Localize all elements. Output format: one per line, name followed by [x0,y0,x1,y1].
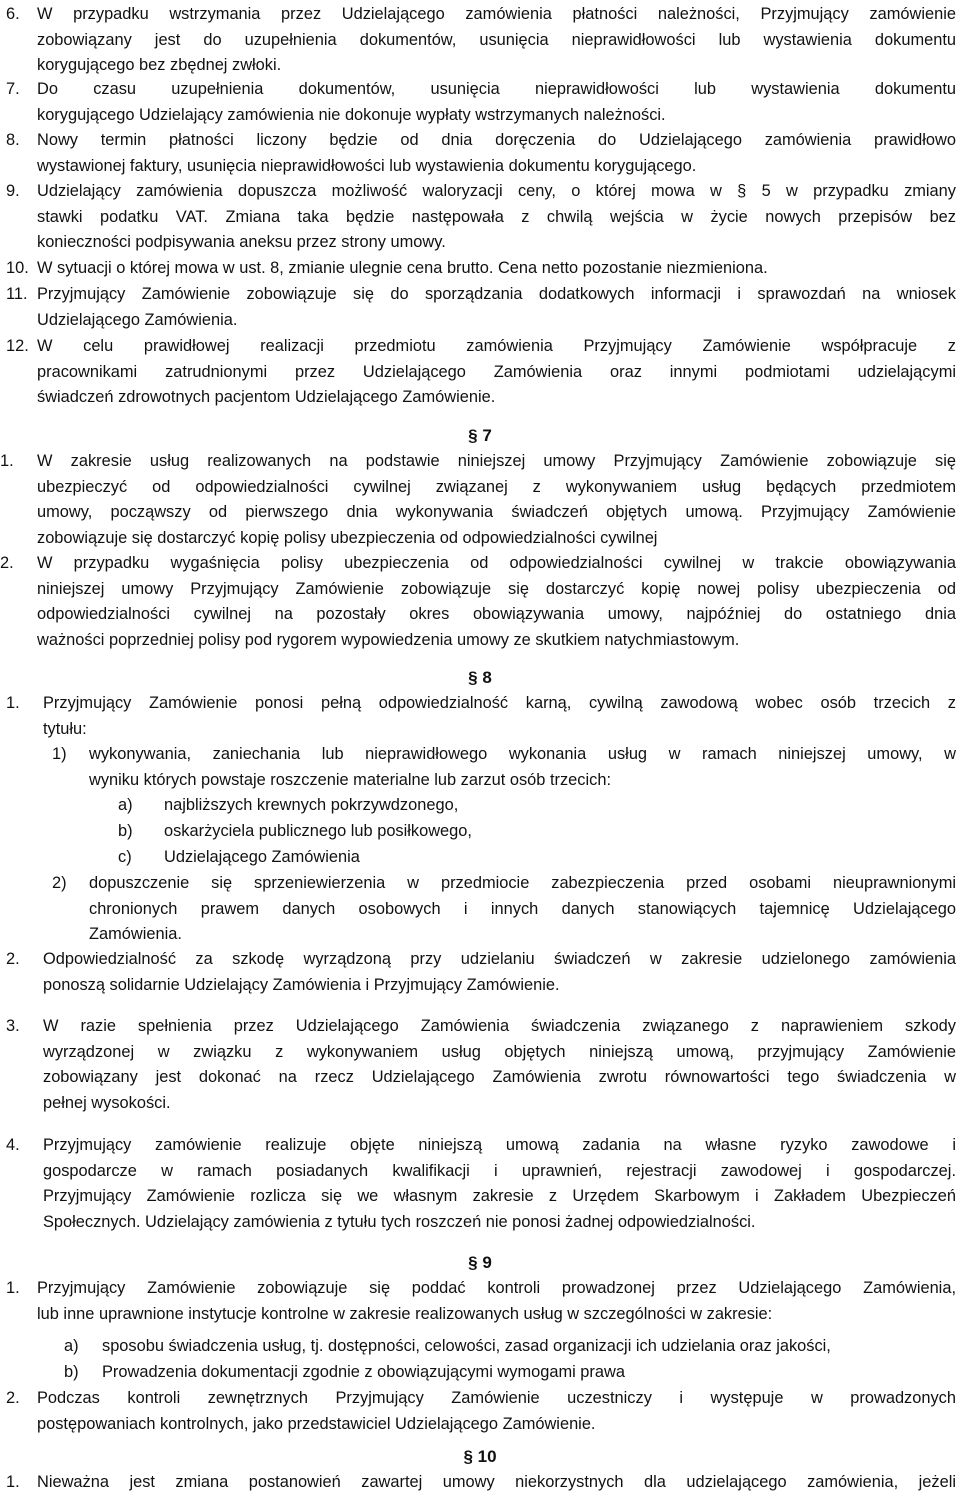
par8-letter-b [118,819,472,845]
text-line: pełnej wysokości. [43,1093,171,1112]
section-heading-9: § 9 [468,1253,492,1272]
text-line: oskarżyciela publicznego lub posiłkowego, [164,822,472,840]
text-line: W przypadku wygaśnięcia polisy ubezpieczenia od odpowiedzialności cywilnej w trakcie obowiązywania [37,554,956,572]
text-line: W sytuacji o której mowa w ust. 8, zmianie ulegnie cena brutto. Cena netto pozostanie niezmieniona. [37,259,768,277]
text-line: tytułu: [43,719,87,738]
list-item-7 [0,77,956,128]
text-line: Podczas kontroli zewnętrznych Przyjmujący Zamówienie uczestniczy i występuje w prowadzonych [37,1389,956,1407]
item-number: 2. [6,1389,20,1407]
text-line: zobowiązany jest do uzupełnienia dokumentów, usunięcia nieprawidłowości lub wystawienia dokumentu [37,30,956,49]
section-heading-10: § 10 [463,1447,497,1466]
item-number: 12. [6,337,29,355]
item-number: 7. [6,80,20,98]
letter-marker: a) [64,1337,79,1355]
item-number: 1. [6,1279,20,1297]
list-item-6 [0,2,956,79]
par8-item-1 [0,691,956,742]
point-number: 2) [52,874,67,892]
item-number: 11. [6,285,28,303]
text-line: wyrządzonej w związku z wykonywaniem usług objętych niniejszą umową, przyjmujący Zamówienie [43,1042,956,1061]
item-number: 8. [6,131,20,149]
text-line: Udzielający zamówienia dopuszcza możliwość waloryzacji ceny, o której mowa w § 5 w przypadku zmiany [37,182,956,200]
text-line: najbliższych krewnych pokrzywdzonego, [164,796,459,814]
text-line: Udzielającego Zamówienia. [37,310,238,329]
list-item-10 [0,256,956,282]
item-number: 1. [6,694,20,712]
text-line: ponoszą solidarnie Udzielający Zamówienia i Przyjmujący Zamówienie. [43,975,560,994]
text-line: Nieważna jest zmiana postanowień zawartej umowy niekorzystnych dla udzielającego zamówienia, jeżeli [37,1473,956,1491]
letter-marker: b) [64,1363,79,1381]
list-item-11 [0,282,956,333]
text-line: korygującego Udzielający zamówienia nie dokonuje wypłaty wstrzymanych należności. [37,105,666,124]
text-line: ubezpieczyć od odpowiedzialności cywilnej związanej z wykonywaniem usług będących przedmiotem [37,477,956,496]
text-line: zobowiązuje się dostarczyć kopię polisy ubezpieczenia od odpowiedzialności cywilnej [37,528,658,547]
text-line: Przyjmujący Zamówienie zobowiązuje się poddać kontroli prowadzonej przez Udzielającego Zamówienia, [37,1279,956,1297]
par8-point-1 [52,742,956,793]
list-item-12 [0,334,956,411]
par9-letter-a [64,1334,831,1360]
par8-letter-a [118,793,458,819]
text-line: wystawionej faktury, usunięcia nieprawidłowości lub wystawienia dokumentu korygującego. [37,156,697,175]
item-number: 2. [6,950,20,968]
text-line: wykonywania, zaniechania lub nieprawidłowego wykonania usług w ramach niniejszej umowy, w [89,745,956,763]
item-number: 3. [6,1017,20,1035]
text-line: wyniku których powstaje roszczenie materialne lub zarzut osób trzecich: [89,770,611,789]
item-number: 6. [6,5,20,23]
par9-letter-b [64,1360,625,1386]
item-number: 9. [6,182,20,200]
text-line: postępowaniach kontrolnych, jako przedstawiciel Udzielającego Zamówienie. [37,1414,596,1433]
text-line: W celu prawidłowej realizacji przedmiotu zamówienia Przyjmujący Zamówienie współpracuje z [37,337,956,355]
item-number: 1. [0,452,14,470]
section-heading-8: § 8 [468,668,492,687]
text-line: dopuszczenie się sprzeniewierzenia w przedmiocie zabezpieczenia przed osobami nieuprawnionymi [89,874,956,892]
text-line: Społecznych. Udzielający zamówienia z tytułu tych roszczeń nie ponosi żadnej odpowiedzialności. [43,1212,756,1231]
par8-item-2 [0,947,956,998]
item-number: 1. [6,1473,20,1491]
text-line: Udzielającego Zamówienia [164,848,360,866]
text-line: konieczności podpisywania aneksu przez strony umowy. [37,233,446,252]
text-line: ważności poprzedniej polisy pod rygorem wypowiedzenia umowy ze skutkiem natychmiastowym. [37,630,740,649]
text-line: Prowadzenia dokumentacji zgodnie z obowiązującymi wymogami prawa [102,1363,625,1381]
par8-item-4 [0,1133,956,1235]
text-line: chronionych prawem danych osobowych i innych danych stanowiących tajemnicę Udzielającego [89,899,956,918]
list-item-9 [0,179,956,256]
text-line: zobowiązany jest dokonać na rzecz Udzielającego Zamówienia zwrotu równowartości tego świadczenia w [43,1068,956,1087]
letter-marker: c) [118,848,132,866]
text-line: Przyjmujący Zamówienie zobowiązuje się do sporządzania dodatkowych informacji i sprawozdań na wniosek [37,285,956,303]
text-line: Nowy termin płatności liczony będzie od dnia doręczenia do Udzielającego zamówienia prawidłowo [37,131,956,149]
text-line: W razie spełnienia przez Udzielającego Zamówienia świadczenia związanego z naprawieniem szkody [43,1017,956,1035]
text-line: niniejszej umowy Przyjmujący Zamówienie zobowiązuje się dostarczyć kopię nowej polisy ubezpieczenia od [37,579,956,598]
text-line: Zamówienia. [89,925,182,944]
text-line: Przyjmujący Zamówienie rozlicza się we własnym zakresie z Urzędem Skarbowym i Zakładem Ubezpieczeń [43,1187,956,1206]
text-line: stawki podatku VAT. Zmiana taka będzie następowała z chwilą wejścia w życie nowych przepisów bez [37,207,956,226]
par7-item-2 [0,551,956,653]
par10-item-1 [0,1470,956,1496]
letter-marker: a) [118,796,133,814]
text-line: odpowiedzialności cywilnej na pozostały okres obowiązywania umowy, najpóźniej do ostatniego dnia [37,605,956,624]
text-line: sposobu świadczenia usług, tj. dostępności, celowości, zasad organizacji ich udzielania oraz jakości, [102,1337,831,1355]
text-line: Przyjmujący zamówienie realizuje objęte niniejszą umową zadania na własne ryzyko zawodowe i [43,1136,956,1154]
letter-marker: b) [118,822,133,840]
text-line: Przyjmujący Zamówienie ponosi pełną odpowiedzialność karną, cywilną zawodową wobec osób trzecich z [43,694,956,712]
item-number: 10. [6,259,29,277]
par7-item-1 [0,449,956,551]
text-line: Odpowiedzialność za szkodę wyrządzoną przy udzielaniu świadczeń w zakresie udzielonego zamówienia [43,950,956,968]
text-line: Do czasu uzupełnienia dokumentów, usunięcia nieprawidłowości lub wystawienia dokumentu [37,80,956,98]
text-line: pracownikami zatrudnionymi przez Udzielającego Zamówienia oraz innymi podmiotami udzielającymi [37,362,956,381]
text-line: umowy, począwszy od pierwszego dnia wykonywania świadczeń objętych umową. Przyjmujący Zamówienie [37,503,956,522]
item-number: 4. [6,1136,20,1154]
section-heading-7: § 7 [468,426,492,445]
text-line: korygującego bez zbędnej zwłoki. [37,56,282,75]
text-line: lub inne uprawnione instytucje kontrolne w zakresie realizowanych usług w szczególności w zakresie: [37,1304,773,1323]
par9-item-1 [0,1276,956,1327]
text-line: gospodarcze w ramach posiadanych kwalifikacji i uprawnień, rejestracji zawodowej i gospodarczej. [43,1161,956,1180]
par8-point-2 [52,871,956,948]
par8-item-3 [0,1014,956,1116]
point-number: 1) [52,745,67,763]
text-line: W przypadku wstrzymania przez Udzielającego zamówienia płatności należności, Przyjmujący zamówienie [37,5,956,23]
par8-letter-c [118,845,360,871]
text-line: W zakresie usług realizowanych na podstawie niniejszej umowy Przyjmujący Zamówienie zobowiązuje się [37,452,956,470]
item-number: 2. [0,554,14,572]
text-line: świadczeń zdrowotnych pacjentom Udzielającego Zamówienie. [37,388,496,407]
list-item-8 [0,128,956,179]
par9-item-2 [0,1386,956,1437]
